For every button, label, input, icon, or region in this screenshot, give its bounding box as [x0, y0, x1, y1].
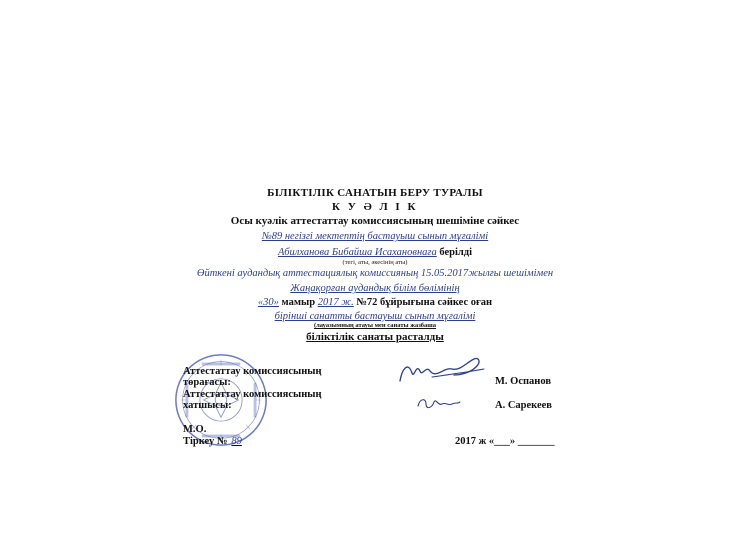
registration-label	[183, 436, 271, 447]
recipient-line	[0, 247, 750, 258]
category-caption: (лауазымның атауы мен санаты жазбаша	[313, 322, 437, 329]
registration-number: 89	[231, 436, 242, 447]
order-month: мамыр	[278, 297, 318, 308]
decision-suffix: жылғы шешімімен	[468, 268, 554, 279]
recipient-verb: берілді	[439, 247, 473, 258]
department-line	[0, 283, 750, 294]
category-text: бірінші санатты бастауыш сынып мұғалімі	[274, 311, 476, 322]
confirmed-text: біліктілік санаты расталды	[306, 331, 444, 343]
recipient-name: Абилханова Бибайша Исахановнаға	[277, 247, 437, 258]
mo-label: М.О.	[183, 424, 207, 435]
category-line	[0, 311, 750, 322]
chair-label-line2: төрағасы:	[183, 377, 231, 388]
chair-name: М. Оспанов	[495, 376, 551, 387]
decision-line	[0, 268, 750, 279]
date-field: 2017 ж «___» _______	[455, 436, 555, 447]
chair-label-line1: Аттестаттау комиссиясының	[183, 366, 322, 377]
secretary-name: А. Сарекеев	[495, 400, 552, 411]
school-text: №89 негізгі мектептің бастауыш сынып мұғалімі	[261, 231, 489, 242]
order-rest: бұйрығына сәйкес оған	[377, 297, 493, 308]
school-line	[0, 231, 750, 242]
department-text: Жаңақорған аудандық білім бөлімінің	[290, 283, 460, 294]
registration-label-text: Тіркеу №	[183, 436, 228, 447]
name-caption: (тегі, аты, әкесінің аты)	[342, 259, 408, 266]
intro-text: Осы куәлік аттестаттау комиссиясының шешіміне сәйкес	[230, 215, 520, 227]
order-year: 2017 ж.	[317, 297, 354, 308]
secretary-label-line1: Аттестаттау комиссиясының	[183, 389, 322, 400]
chair-signature	[396, 351, 491, 387]
registration-blank	[227, 436, 271, 447]
order-line	[0, 297, 750, 308]
secretary-signature	[414, 392, 464, 414]
decision-prefix: Өйткені аудандық аттестациялық комиссияның 15.05.2017	[196, 268, 469, 279]
order-number: №72	[356, 297, 378, 308]
secretary-label-line2: хатшысы:	[183, 400, 232, 411]
order-day: «30»	[257, 297, 279, 308]
certificate-subtitle: К У Ә Л І К	[332, 201, 418, 213]
certificate-title: БІЛІКТІЛІК САНАТЫН БЕРУ ТУРАЛЫ	[267, 187, 483, 199]
